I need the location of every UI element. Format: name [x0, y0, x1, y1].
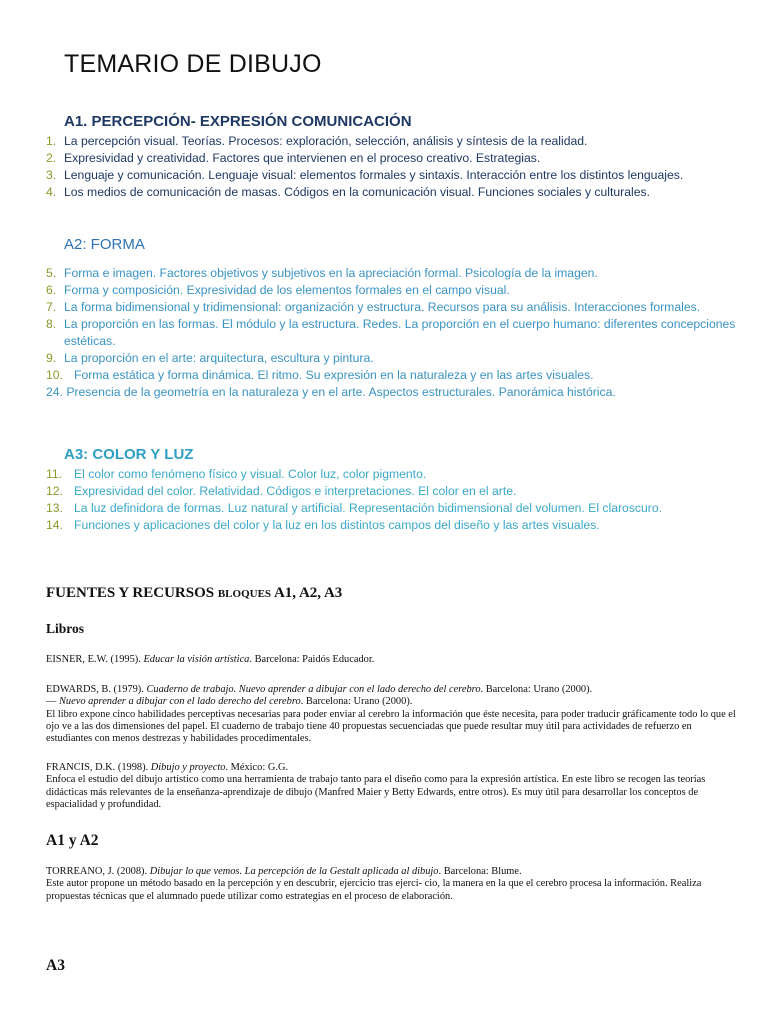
item-text: Forma y composición. Expresividad de los elementos formales en el campo visual. [64, 283, 510, 297]
item-text: Lenguaje y comunicación. Lenguaje visual: elementos formales y sintaxis. Interacción entre los distintos lenguajes. [64, 168, 684, 182]
list-item [46, 265, 736, 282]
list-item [46, 282, 736, 299]
item-text: La luz definidora de formas. Luz natural y artificial. Representación bidimensional del volumen. El claroscuro. [74, 501, 663, 515]
item-number: 4. [46, 185, 57, 199]
item-number: 8. [46, 317, 57, 331]
list-item [46, 384, 736, 401]
item-number: 11. [46, 467, 63, 481]
item-text: La proporción en las formas. El módulo y la estructura. Redes. La proporción en el cuerpo humano: diferentes concepciones estéticas. [64, 317, 736, 348]
item-number: 24. [46, 385, 63, 399]
item-text: Forma estática y forma dinámica. El ritmo. Su expresión en la naturaleza y en las artes visuales. [74, 368, 594, 382]
topic-list-a2 [46, 265, 736, 401]
section-heading-a2: A2: FORMA [64, 236, 145, 253]
item-text: La percepción visual. Teorías. Procesos: exploración, selección, análisis y síntesis de la realidad. [64, 134, 588, 148]
list-item [46, 299, 736, 316]
item-number: 13. [46, 501, 63, 515]
list-item [46, 150, 736, 167]
reference-edwards: EDWARDS, B. (1979). Cuaderno de trabajo. Nuevo aprender a dibujar con el lado derecho del cerebro. Barcelona: Urano (2000). — Nuevo aprender a dibujar con el lado derecho del cerebro. Barcelona: Urano (2000). El libro expone cinco habilidades perceptivas necesarias para poder enviar al cerebro la información que éste necesita, para poder traducir gráficamente todo lo que el ojo ve a las dos dimensiones del papel. El cuaderno de trabajo tiene 40 propuestas secuenciadas que puede resultar muy útil para actividades de refuerzo en estudiantes con menos destrezas y habilidades procedimentales. [46, 684, 736, 745]
book-title: Nuevo aprender a dibujar con el lado derecho del cerebro [59, 696, 301, 708]
sources-heading: FUENTES Y RECURSOS bloques A1, A2, A3 [46, 585, 343, 601]
item-number: 14. [46, 518, 63, 532]
item-number: 12. [46, 484, 63, 498]
item-text: Presencia de la geometría en la naturaleza y en el arte. Aspectos estructurales. Panorámica histórica. [66, 385, 616, 399]
books-heading: Libros [46, 621, 85, 636]
list-item [46, 350, 736, 367]
list-item [46, 184, 736, 201]
item-text: La forma bidimensional y tridimensional: organización y estructura. Recursos para su análisis. Interacciones formales. [64, 300, 701, 314]
topic-list-a1 [46, 133, 736, 201]
list-item [46, 133, 736, 150]
list-item [46, 466, 736, 483]
subsection-a3: A3 [46, 957, 65, 974]
item-text: El color como fenómeno físico y visual. Color luz, color pigmento. [74, 467, 427, 481]
item-text: Funciones y aplicaciones del color y la luz en los distintos campos del diseño y las artes visuales. [74, 518, 600, 532]
item-text: Forma e imagen. Factores objetivos y subjetivos en la apreciación formal. Psicología de la imagen. [64, 266, 598, 280]
item-text: Los medios de comunicación de masas. Códigos en la comunicación visual. Funciones sociales y culturales. [64, 185, 650, 199]
item-number: 3. [46, 168, 57, 182]
list-item [46, 316, 736, 350]
item-number: 1. [46, 134, 57, 148]
reference-eisner: EISNER, E.W. (1995). Educar la visión artística. Barcelona: Paidós Educador. [46, 654, 375, 665]
reference-description: El libro expone cinco habilidades perceptivas necesarias para poder enviar al cerebro la información que éste necesita, para poder traducir gráficamente todo lo que el ojo ve a las dos dimensiones del papel. El cuaderno de trabajo tiene 40 propuestas secuenciadas que puede resultar muy útil para actividades de refuerzo en estudiantes con menos destrezas y habilidades procedimentales. [46, 708, 736, 745]
item-number: 9. [46, 351, 57, 365]
list-item [46, 517, 736, 534]
book-title: Dibujar lo que vemos. La percepción de la Gestalt aplicada al dibujo [149, 866, 439, 877]
item-number: 10. [46, 368, 63, 382]
subsection-a1-a2: A1 y A2 [46, 832, 99, 849]
page-title: TEMARIO DE DIBUJO [64, 50, 322, 78]
item-text: La proporción en el arte: arquitectura, escultura y pintura. [64, 351, 374, 365]
item-number: 7. [46, 300, 57, 314]
book-title: Dibujo y proyecto [150, 762, 226, 773]
reference-description: Este autor propone un método basado en la percepción y en descubrir, ejercicio tras ejerci- cio, la manera en la que el cerebro procesa la información. Realiza propuestas técnicas que el alumnado puede utilizar como estrategias en el proceso de elaboración. [46, 878, 702, 902]
item-number: 2. [46, 151, 57, 165]
book-title: Cuaderno de trabajo. Nuevo aprender a dibujar con el lado derecho del cerebro [146, 684, 481, 695]
item-number: 5. [46, 266, 57, 280]
item-text: Expresividad y creatividad. Factores que intervienen en el proceso creativo. Estrategias. [64, 151, 541, 165]
list-item [46, 167, 736, 184]
reference-torreano: TORREANO, J. (2008). Dibujar lo que vemos. La percepción de la Gestalt aplicada al dibujo. Barcelona: Blume. Este autor propone un método basado en la percepción y en descubrir, ejercicio tras ejerci- cio, la manera en la que el cerebro procesa la información. Realiza propuestas técnicas que el alumnado puede utilizar como estrategias en el proceso de elaboración. [46, 866, 702, 902]
reference-description: Enfoca el estudio del dibujo artístico como una herramienta de trabajo tanto para el diseño como para la expresión artística. En este libro se recogen las teorías didácticas más relevantes de la enseñanza-aprendizaje de dibujo (Manfred Maier y Betty Edwards, entre otros). Es muy útil para desarrollar los conceptos de espacialidad y profundidad. [46, 774, 706, 810]
list-item [46, 500, 736, 517]
book-title: Educar la visión artística [143, 654, 250, 665]
item-text: Expresividad del color. Relatividad. Códigos e interpretaciones. El color en el arte. [74, 484, 517, 498]
list-item [46, 367, 736, 384]
topic-list-a3 [46, 466, 736, 534]
reference-francis: FRANCIS, D.K. (1998). Dibujo y proyecto. México: G.G. Enfoca el estudio del dibujo artístico como una herramienta de trabajo tanto para el diseño como para la expresión artística. En este libro se recogen las teorías didácticas más relevantes de la enseñanza-aprendizaje de dibujo (Manfred Maier y Betty Edwards, entre otros). Es muy útil para desarrollar los conceptos de espacialidad y profundidad. [46, 762, 706, 810]
section-heading-a1: A1. PERCEPCIÓN- EXPRESIÓN COMUNICACIÓN [64, 113, 412, 130]
item-number: 6. [46, 283, 57, 297]
section-heading-a3: A3: COLOR Y LUZ [64, 446, 194, 463]
list-item [46, 483, 736, 500]
